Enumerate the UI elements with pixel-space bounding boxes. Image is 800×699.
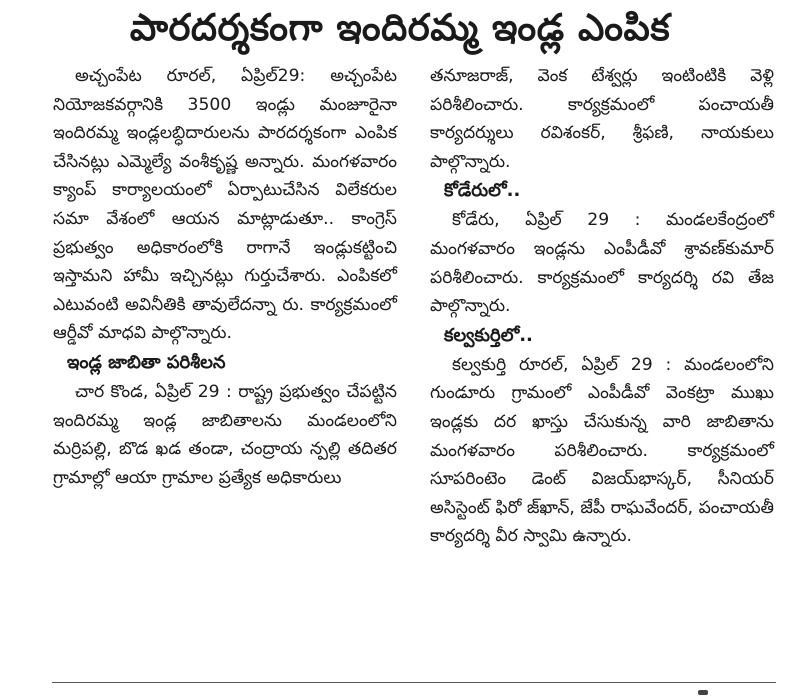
page-mark	[698, 690, 708, 695]
article-paragraph: కల్వకుర్తి రూరల్, ఏప్రిల్ 29 : మండలంలోని గుండూరు గ్రామంలో ఎంపీడీవో వెంకట్రా ముఖు ఇండ్లకు దర ఖాస్తు చేసుకున్న వారి జాబితాను మంగళవారం పరిశీలించారు. కార్యక్రమంలో సూపరింటెం డెంట్ విజయ్‌భాస్కర్, సీనియర్ అసిస్టెంట్ ఫిరో జ్‌ఖాన్, జేపీ రాఘవేందర్, పంచాయతీ కార్యదర్శి వీర స్వామి ఉన్నారు.	[430, 354, 774, 547]
right-column	[430, 62, 774, 551]
bottom-divider	[52, 682, 776, 683]
left-column	[53, 62, 397, 492]
article-paragraph: చార కొండ, ఏప్రిల్ 29 : రాష్ట్ర ప్రభుత్వం చేపట్టిన ఇందిరమ్మ ఇండ్ల జాబితాలను మండలంలోని మర్రిపల్లి, బొడ ఖడ తండా, చంద్రాయ న్పల్లి తదితర గ్రామాల్లో ఆయా గ్రామాల ప్రత్యేక అధికారులు	[53, 381, 397, 488]
article-paragraph: అచ్చంపేట రూరల్, ఏప్రిల్29: అచ్చంపేట నియోజకవర్గానికి 3500 ఇండ్లు మంజూరైనా ఇందిరమ్మ ఇండ్లలబ్ధిదారులను పారదర్శకంగా ఎంపిక చేసినట్లు ఎమ్మెల్యే వంశీకృష్ణ అన్నారు. మంగళవారం క్యాంప్ కార్యాలయంలో ఏర్పాటుచేసిన విలేకరుల సమా వేశంలో ఆయన మాట్లాడుతూ.. కాంగ్రెస్ ప్రభుత్వం అధికారంలోకి రాగానే ఇండ్లుకట్టించి ఇస్తామని హామీ ఇచ్చినట్లు గుర్తుచేశారు. ఎంపికలో ఎటువంటి అవినీతికి తావులేదన్నా రు. కార్యక్రమంలో ఆర్డీవో మాధవి పాల్గొన్నారు.	[53, 66, 397, 344]
article-paragraph: తనూజరాజ్, వెంక టేశ్వర్లు ఇంటింటికి వెళ్లి పరిశీలించారు. కార్యక్రమంలో పంచాయతీ కార్యదర్శులు రవిశంకర్, శ్రీఫణి, నాయకులు పాల్గొన్నారు.	[430, 66, 774, 172]
article-headline: పారదర్శకంగా ఇందిరమ్మ ఇండ్ల ఎంపిక	[129, 6, 671, 49]
section-subheading: కోడేరులో..	[444, 180, 521, 202]
section-subheading: ఇండ్ల జాబితా పరిశీలన	[67, 351, 226, 373]
section-subheading: కల్వకుర్తిలో..	[444, 324, 533, 346]
article-paragraph: కోడేరు, ఏప్రిల్ 29 : మండలకేంద్రంలో మంగళవారం ఇండ్లను ఎంపీడీవో శ్రావణ్‌కుమార్ పరిశీలించారు. కార్యక్రమంలో కార్యదర్శి రవి తేజ పాల్గొన్నారు.	[430, 210, 774, 317]
